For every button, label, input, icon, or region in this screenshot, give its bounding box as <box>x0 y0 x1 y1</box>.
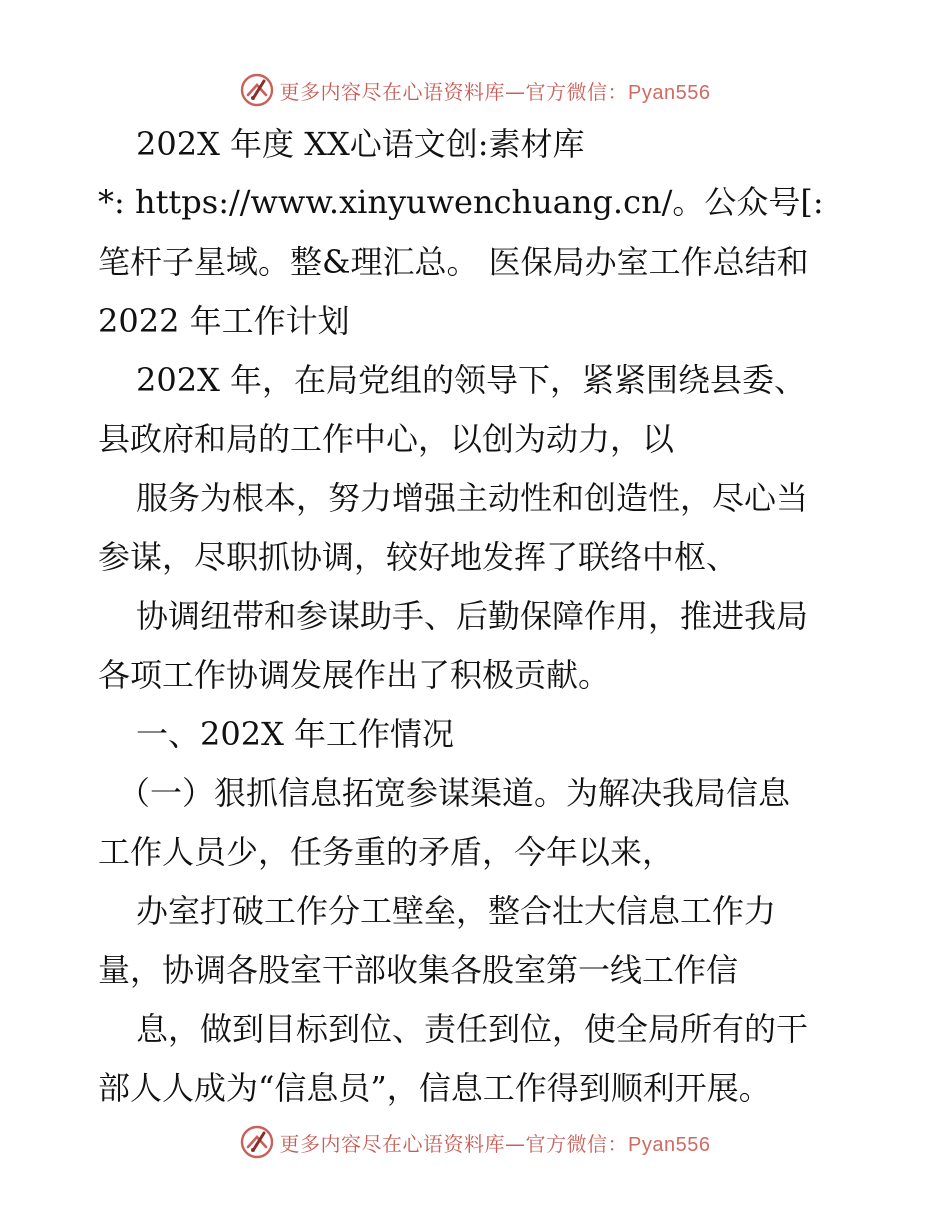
watermark-main: 更多内容尽在心语资料库 <box>279 1131 506 1156</box>
watermark-channel: 官方微信： <box>525 1131 629 1156</box>
watermark-text <box>280 76 711 105</box>
watermark-separator: — <box>505 1131 526 1156</box>
text-line: 量，协调各股室干部收集各股室第一线工作信 <box>98 951 739 989</box>
text-line: （一）狠抓信息拓宽参谋渠道。为解决我局信息 <box>118 774 791 812</box>
text-line: 息，做到目标到位、责任到位，使全局所有的干 <box>136 1010 809 1048</box>
text-line: *: https://www.xinyuwenchuang.cn/。公众号[: <box>98 183 824 221</box>
text-line: 各项工作协调发展作出了积极贡献。 <box>98 656 611 694</box>
book-pen-logo-icon <box>240 1125 274 1159</box>
watermark-banner-bottom <box>0 1122 950 1162</box>
text-line: 工作人员少，任务重的矛盾，今年以来， <box>98 833 675 871</box>
text-line: 服务为根本，努力增强主动性和创造性，尽心当 <box>136 479 809 517</box>
watermark-channel: 官方微信： <box>525 79 629 104</box>
watermark-banner-top <box>0 70 950 110</box>
watermark-main: 更多内容尽在心语资料库 <box>279 79 506 104</box>
text-line: 办室打破工作分工壁垒，整合壮大信息工作力 <box>136 892 777 930</box>
text-line: 县政府和局的工作中心，以创为动力，以 <box>98 420 675 458</box>
text-line: 202X 年度 XX心语文创:素材库 <box>136 125 585 163</box>
watermark-account: Pyan556 <box>628 81 711 104</box>
text-line: 参谋，尽职抓协调，较好地发挥了联络中枢、 <box>98 538 739 576</box>
watermark-separator: — <box>505 79 526 104</box>
text-line: 笔杆子星域。整&理汇总。 医保局办室工作总结和 <box>98 243 809 281</box>
watermark-account: Pyan556 <box>628 1133 711 1156</box>
text-line: 2022 年工作计划 <box>98 302 350 340</box>
text-line: 202X 年，在局党组的领导下，紧紧围绕县委、 <box>136 361 807 399</box>
book-pen-logo-icon <box>240 73 274 107</box>
text-line: 协调纽带和参谋助手、后勤保障作用，推进我局 <box>136 597 809 635</box>
watermark-text <box>280 1128 711 1157</box>
text-line: 一、202X 年工作情况 <box>136 715 455 753</box>
text-line: 部人人成为“信息员”，信息工作得到顺利开展。 <box>98 1069 771 1107</box>
